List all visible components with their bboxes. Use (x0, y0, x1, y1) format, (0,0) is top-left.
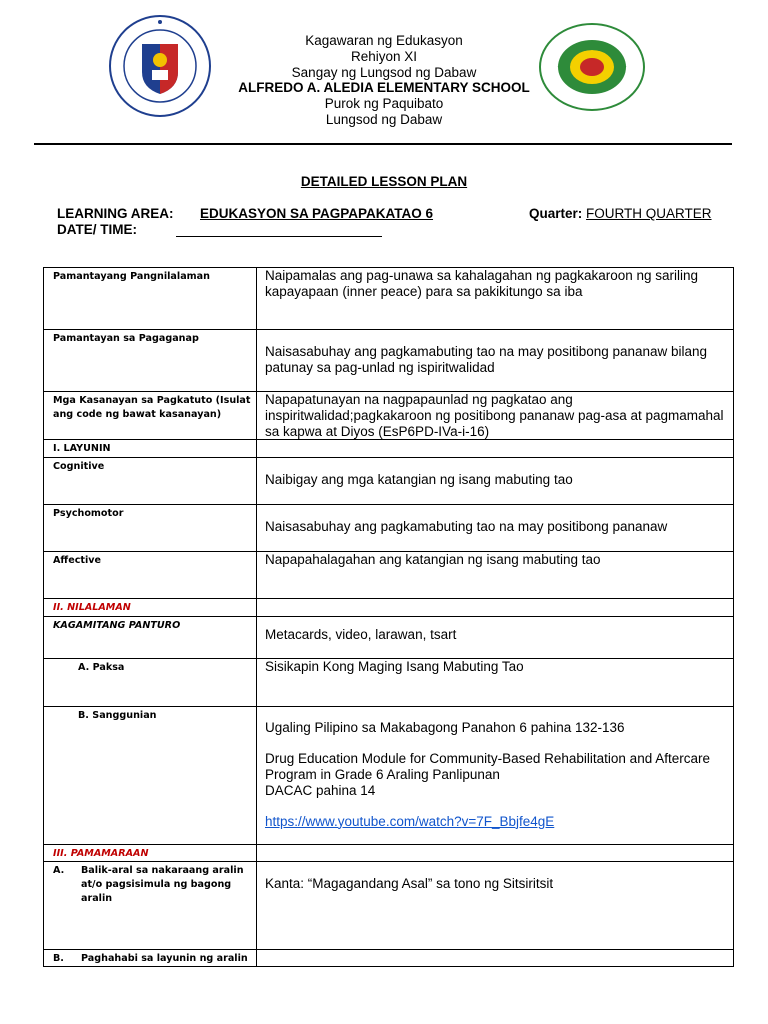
row-value (257, 330, 734, 392)
table-row (44, 552, 734, 599)
table-row (44, 505, 734, 552)
document-title: DETAILED LESSON PLAN (300, 174, 468, 189)
row-label (44, 707, 257, 845)
section-heading-nilalaman: II. NILALAMAN (44, 599, 257, 617)
deped-seal-logo (108, 14, 212, 118)
row-label (44, 659, 257, 707)
row-value-empty (257, 845, 734, 862)
row-value (257, 552, 734, 599)
row-value-text: Napapatunayan na nagpapaunlad ng pagkatao ang inspiritwalidad;pagkakaroon ng positibong pananaw pag-asa at pagmamahal sa kapwa at Diyos (EsP6PD-IVa-i-16) (265, 392, 724, 439)
row-value-text: Naibigay ang mga katangian ng isang mabuting tao (265, 472, 573, 488)
learning-area-value: EDUKASYON SA PAGPAPAKATAO 6 (200, 206, 434, 221)
row-label-text: A. Paksa (78, 662, 125, 674)
row-letter: A. (53, 865, 65, 877)
row-value-text: Naisasabuhay ang pagkamabuting tao na may positibong pananaw bilang patunay sa pag-unlad ng ispiritwalidad (265, 344, 708, 375)
table-row (44, 599, 734, 617)
table-row (44, 845, 734, 862)
row-value-empty (257, 599, 734, 617)
row-label-text: B. Sanggunian (78, 710, 157, 722)
header-line-1: Kagawaran ng Edukasyon (305, 33, 463, 48)
row-value-empty (257, 950, 734, 967)
row-value-empty (257, 440, 734, 458)
table-row (44, 458, 734, 505)
table-row (44, 862, 734, 950)
row-value (257, 392, 734, 440)
row-label (44, 950, 257, 967)
section-heading-layunin: I. LAYUNIN (44, 440, 257, 458)
header-line-5: Lungsod ng Dabaw (325, 111, 443, 127)
row-label-cognitive: Cognitive (44, 458, 257, 505)
header-line-2: Rehiyon XI (350, 48, 418, 64)
header-line-3: Sangay ng Lungsod ng Dabaw (291, 64, 477, 80)
row-value-text: Naisasabuhay ang pagkamabuting tao na may positibong pananaw (265, 519, 668, 535)
table-row (44, 268, 734, 330)
date-time-label: DATE/ TIME: (57, 222, 137, 237)
document-header (0, 0, 768, 140)
header-divider (34, 143, 732, 145)
table-row (44, 950, 734, 967)
row-value-text: Naipamalas ang pag-unawa sa kahalagahan ng pagkakaroon ng sariling kapayapaan (inner peace) para sa pakikitungo sa iba (265, 268, 699, 299)
table-row (44, 440, 734, 458)
lesson-plan-table (43, 267, 734, 967)
row-value-text: Napapahalagahan ang katangian ng isang mabuting tao (265, 552, 601, 568)
table-row (44, 707, 734, 845)
table-row (44, 330, 734, 392)
row-label: KAGAMITANG PANTURO (44, 617, 257, 659)
quarter-value: FOURTH QUARTER (586, 206, 712, 221)
division-seal-logo (538, 22, 646, 112)
row-label (44, 862, 257, 950)
row-value (257, 659, 734, 707)
quarter-field (529, 206, 712, 221)
row-label: Pamantayan sa Pagaganap (44, 330, 257, 392)
learning-area-label: LEARNING AREA: (57, 206, 174, 221)
table-row (44, 392, 734, 440)
school-name: ALFREDO A. ALEDIA ELEMENTARY SCHOOL (238, 80, 530, 96)
row-value (257, 862, 734, 950)
row-letter: B. (53, 953, 64, 965)
row-value-text: Kanta: “Magagandang Asal” sa tono ng Sitsiritsit (265, 876, 554, 892)
row-value (257, 617, 734, 659)
row-label-text: Paghahabi sa layunin ng aralin (81, 953, 248, 965)
section-heading-pamamaraan: III. PAMAMARAAN (44, 845, 257, 862)
table-row (44, 617, 734, 659)
row-value-text: Sisikapin Kong Maging Isang Mabuting Tao (265, 659, 524, 675)
row-value-text: Metacards, video, larawan, tsart (265, 627, 457, 643)
row-label-psychomotor: Psychomotor (44, 505, 257, 552)
table-row (44, 659, 734, 707)
row-value (257, 707, 734, 845)
row-label-affective: Affective (44, 552, 257, 599)
row-label-text: Balik-aral sa nakaraang aralin at/o pagsisimula ng bagong aralin (81, 865, 244, 905)
row-value (257, 458, 734, 505)
row-value (257, 505, 734, 552)
row-value (257, 268, 734, 330)
video-link[interactable]: https://www.youtube.com/watch?v=7F_Bbjfe4gE (265, 813, 555, 829)
reference-2: Drug Education Module for Community-Based Rehabilitation and Aftercare Program in Grade 6 Araling Panlipunan (265, 751, 710, 782)
date-time-blank-line (176, 236, 382, 237)
reference-3: DACAC pahina 14 (265, 782, 376, 798)
row-label: Mga Kasanayan sa Pagkatuto (Isulat ang code ng bawat kasanayan) (44, 392, 257, 440)
header-line-4: Purok ng Paquibato (324, 96, 444, 112)
reference-1: Ugaling Pilipino sa Makabagong Panahon 6 pahina 132-136 (265, 720, 625, 736)
quarter-label: Quarter: (529, 206, 583, 221)
row-label: Pamantayang Pangnilalaman (44, 268, 257, 330)
